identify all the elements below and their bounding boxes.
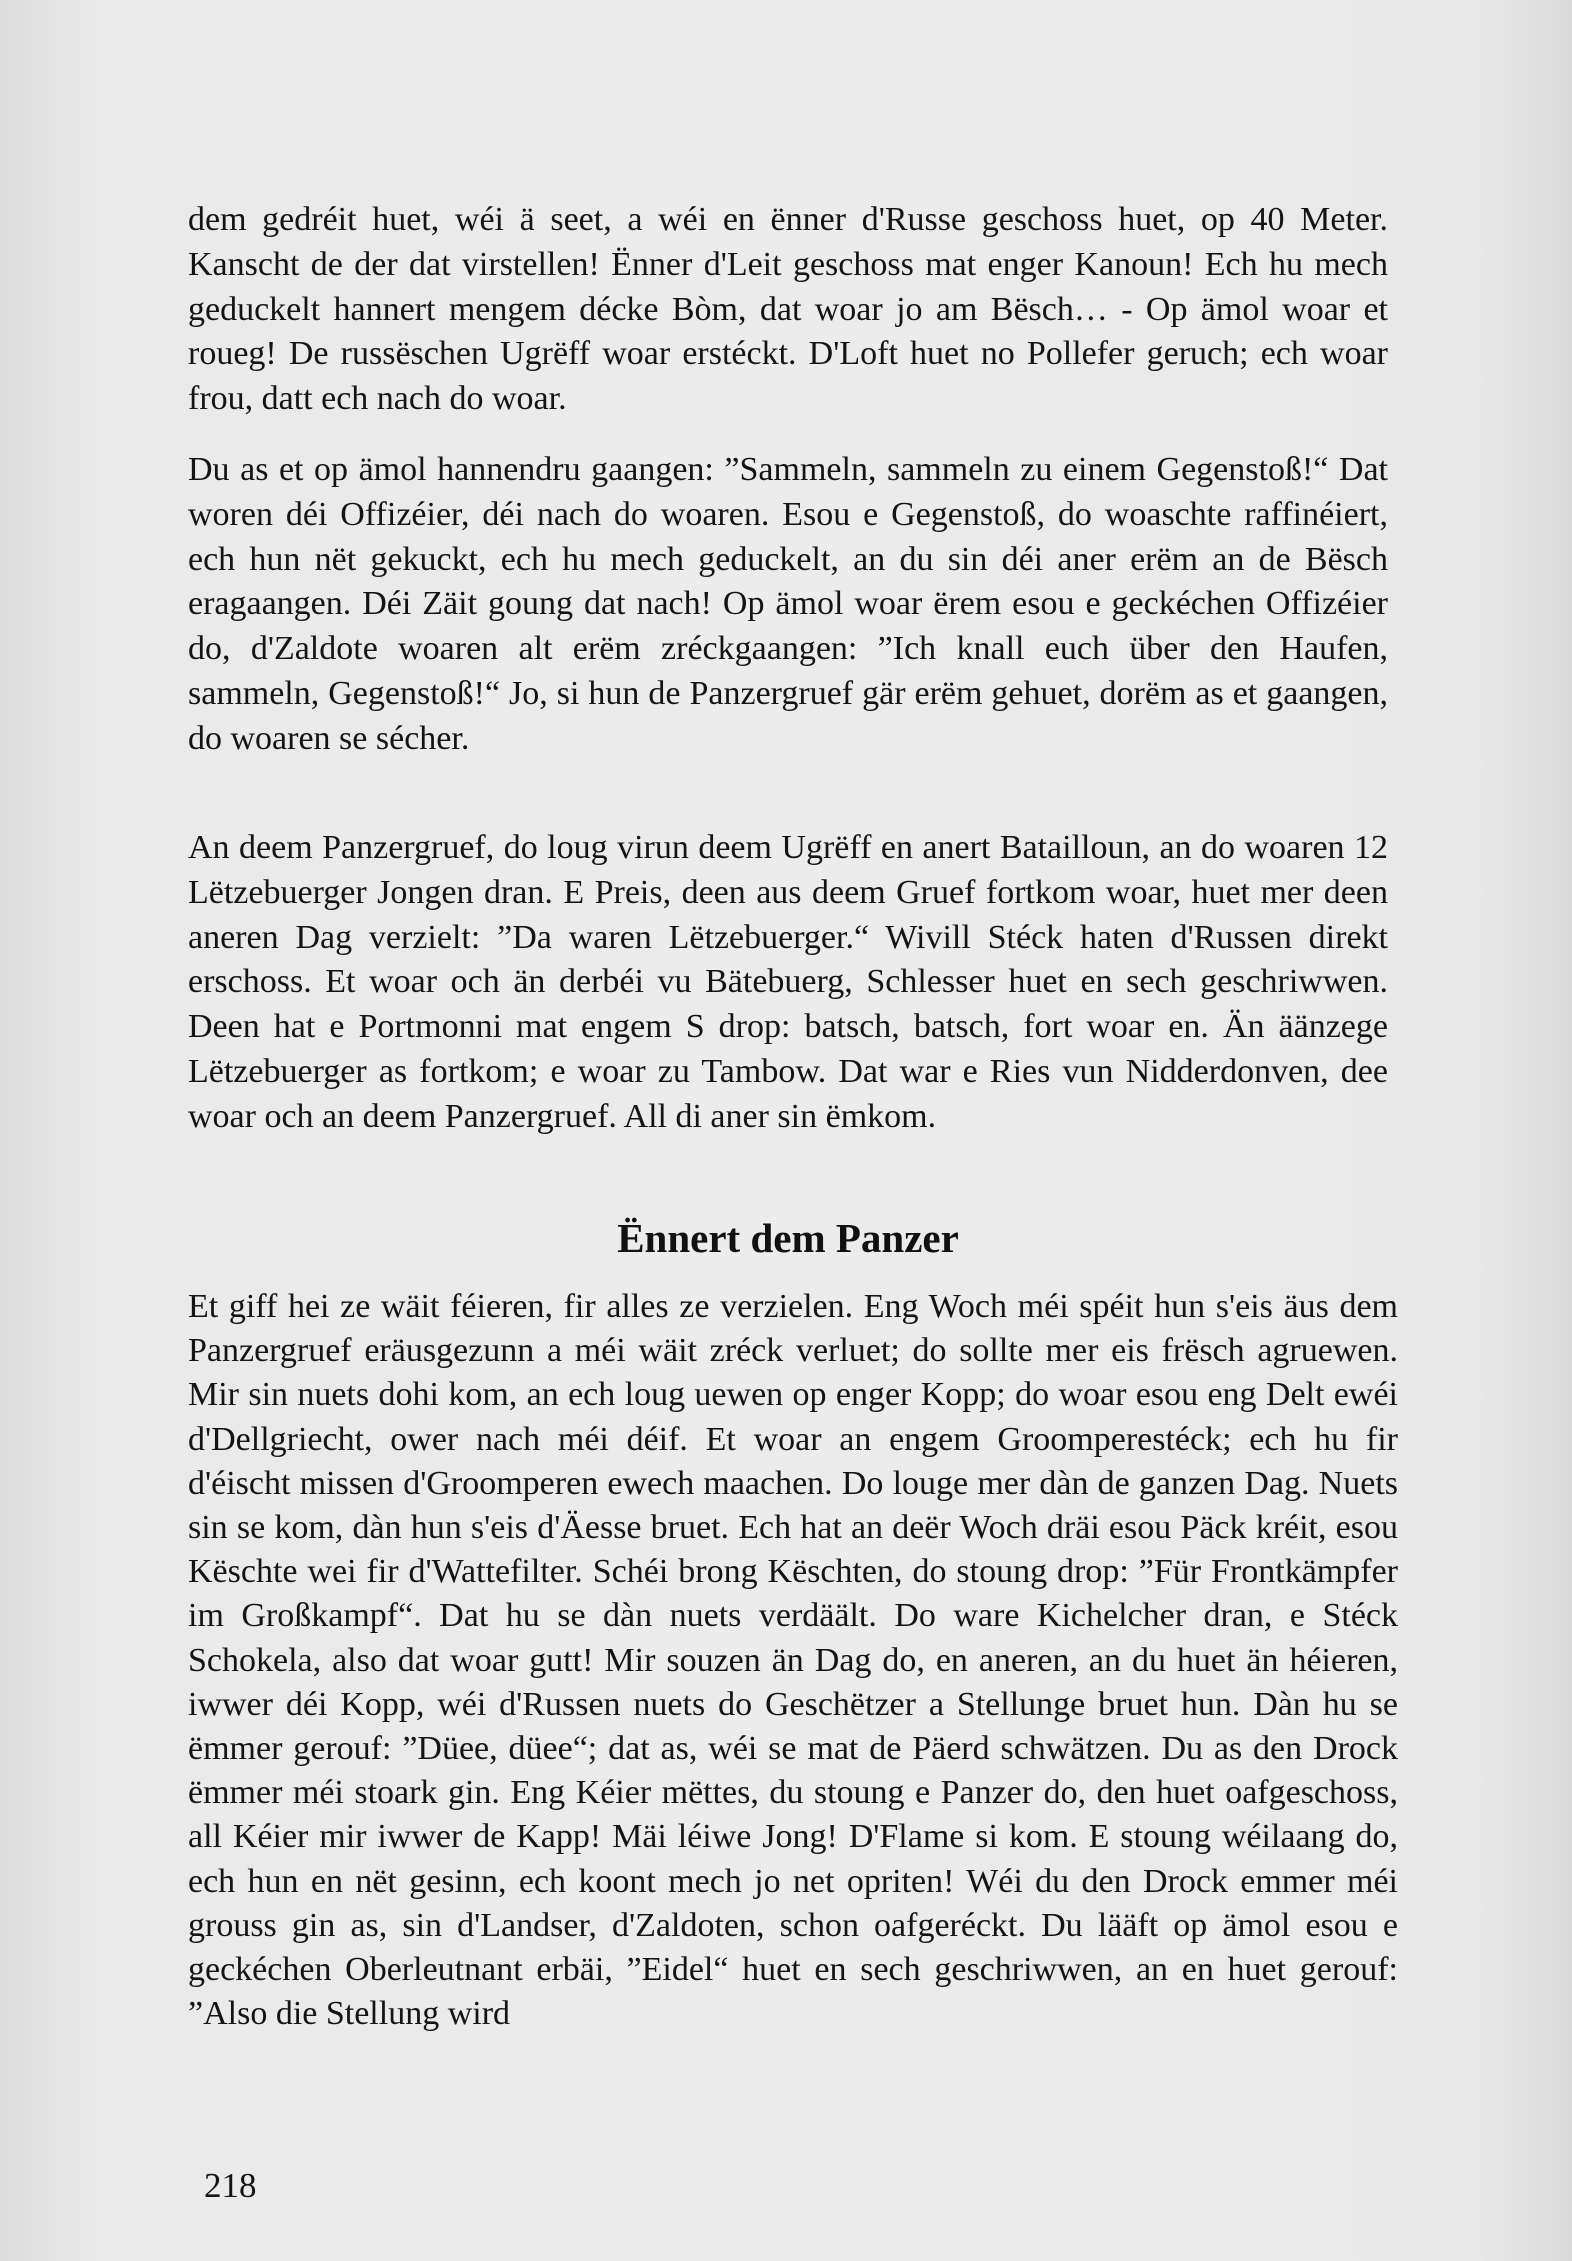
paragraph-1: [188, 198, 1388, 422]
paragraph-2: [188, 448, 1388, 762]
section-paragraph: [188, 1285, 1398, 2036]
paragraph-text: Et giff hei ze wäit féieren, fir alles ze verzielen. Eng Woch méi spéit hun s'eis äus dem Panzergruef eräusgezunn a méi wäit zréck verluet; do sollte mer eis frësch agruewen. Mir sin nuets dohi kom, an ech loug uewen op enger Kopp; do woar esou eng Delt ewéi d'Dellgriecht, ower nach méi déif. Et woar an engem Groomperestéck; ech hu fir d'éischt missen d'Groomperen ewech maachen. Do louge mer dàn de ganzen Dag. Nuets sin se kom, dàn hun s'eis d'Äesse bruet. Ech hat an deër Woch dräi esou Päck kréit, esou Këschte wei fir d'Wattefilter. Schéi brong Këschten, do stoung drop: ”Für Frontkämpfer im Großkampf“. Dat hu se dàn nuets verdäält. Do ware Kichelcher dran, e Stéck Schokela, also dat woar gutt! Mir souzen än Dag do, en aneren, an du huet än héieren, iwwer déi Kopp, wéi d'Russen nuets do Geschëtzer a Stellunge bruet hun. Dàn hu se ëmmer gerouf: ”Düee, düee“; dat as, wéi se mat de Päerd schwätzen. Du as den Drock ëmmer méi stoark gin. Eng Kéier mëttes, du stoung e Panzer do, den huet oafgeschoss, all Kéier mir iwwer de Kapp! Mäi léiwe Jong! D'Flame si kom. E stoung wéilaang do, ech hun en nët gesinn, ech koont mech jo net opriten! Wéi du den Drock emmer méi grouss gin as, sin d'Landser, d'Zaldoten, schon oafgeréckt. Du lääft op ämol esou e geckéchen Oberleutnant erbäi, ”Eidel“ huet en sech geschriwwen, an en huet gerouf: ”Also die Stellung wird: [188, 1288, 1398, 2033]
paragraph-text: Du as et op ämol hannendru gaangen: ”Sammeln, sammeln zu einem Gegenstoß!“ Dat woren déi Offizéier, déi nach do woaren. Esou e Gegenstoß, do woaschte raffinéiert, ech hun nët gekuckt, ech hu mech geduckelt, an du sin déi aner erëm an de Bësch eragaangen. Déi Zäit goung dat nach! Op ämol woar ërem esou e geckéchen Offizéier do, d'Zaldote woaren alt erëm zréckgaangen: ”Ich knall euch über den Haufen, sammeln, Gegenstoß!“ Jo, si hun de Panzergruef gär erëm gehuet, dorëm as et gaangen, do woaren se sécher.: [188, 451, 1388, 757]
paragraph-3: [188, 826, 1388, 1140]
page-number: 218: [204, 2166, 257, 2205]
paragraph-text: dem gedréit huet, wéi ä seet, a wéi en ënner d'Russe geschoss huet, op 40 Meter. Kanscht de der dat virstellen! Ënner d'Leit geschoss mat enger Kanoun! Ech hu mech geduckelt hannert mengem décke Bòm, dat woar jo am Bësch… - Op ämol woar et roueg! De russëschen Ugrëff woar erstéckt. D'Loft huet no Pollefer geruch; ech woar frou, datt ech nach do woar.: [188, 201, 1388, 418]
paragraph-text: An deem Panzergruef, do loug virun deem Ugrëff en anert Batailloun, an do woaren 12 Lëtzebuerger Jongen dran. E Preis, deen aus deem Gruef fortkom woar, huet mer deen aneren Dag verzielt: ”Da waren Lëtzebuerger.“ Wivill Stéck haten d'Russen direkt erschoss. Et woar och än derbéi vu Bätebuerg, Schlesser huet en sech geschriwwen. Deen hat e Portmonni mat engem S drop: batsch, batsch, fort woar en. Än äänzege Lëtzebuerger as fortkom; e woar zu Tambow. Dat war e Ries vun Nidderdonven, dee woar och an deem Panzergruef. All di aner sin ëmkom.: [188, 829, 1388, 1135]
section-heading: Ënnert dem Panzer: [617, 1215, 959, 1261]
